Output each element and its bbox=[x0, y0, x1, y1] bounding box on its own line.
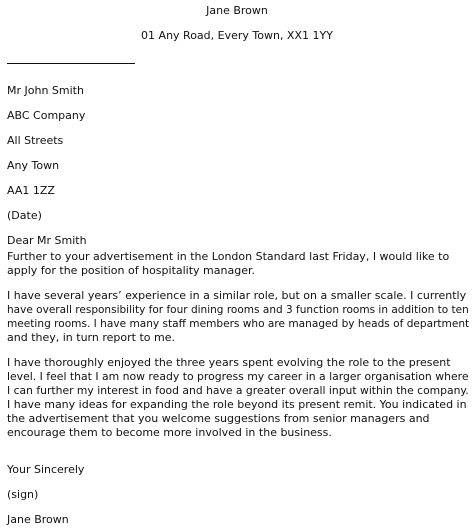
paragraph-line: encourage them to become more involved in the business. bbox=[7, 426, 332, 439]
paragraph-line: Further to your advertisement in the London Standard last Friday, I would like to bbox=[7, 250, 450, 263]
paragraph-line: I can further my interest in food and have a greater overall input within the company. bbox=[7, 384, 469, 397]
paragraph-line: apply for the position of hospitality manager. bbox=[7, 264, 255, 277]
paragraph-line: the advertisement that you welcome suggestions from senior managers and bbox=[7, 412, 430, 425]
paragraph-line: level. I feel that I am now ready to progress my career in a larger organisation where bbox=[7, 370, 469, 383]
paragraph-2 bbox=[7, 289, 469, 345]
letter-date: (Date) bbox=[7, 209, 42, 222]
recipient-town: Any Town bbox=[7, 159, 60, 172]
recipient-block bbox=[7, 78, 87, 253]
paragraph-line: I have many ideas for expanding the role beyond its present remit. You indicated in bbox=[7, 398, 467, 411]
signoff: Your Sincerely bbox=[7, 463, 85, 476]
salutation: Dear Mr Smith bbox=[7, 234, 87, 247]
closing-block bbox=[7, 457, 84, 532]
paragraph-3 bbox=[7, 356, 469, 440]
sender-name: Jane Brown bbox=[206, 4, 268, 17]
recipient-street: All Streets bbox=[7, 134, 64, 147]
signature-placeholder: (sign) bbox=[7, 488, 39, 501]
signature-line-divider bbox=[7, 63, 135, 64]
recipient-name: Mr John Smith bbox=[7, 84, 84, 97]
sender-address: 01 Any Road, Every Town, XX1 1YY bbox=[141, 29, 333, 42]
letter-body bbox=[7, 250, 469, 451]
recipient-postcode: AA1 1ZZ bbox=[7, 184, 55, 197]
paragraph-line: I have several years’ experience in a similar role, but on a smaller scale. I currently bbox=[7, 289, 467, 302]
paragraph-line: I have thoroughly enjoyed the three years spent evolving the role to the present bbox=[7, 356, 451, 369]
recipient-company: ABC Company bbox=[7, 109, 86, 122]
paragraph-line: and they, in turn report to me. bbox=[7, 331, 175, 344]
paragraph-line: have overall responsibility for four dining rooms and 3 function rooms in addition to ten bbox=[7, 303, 469, 316]
closing-name: Jane Brown bbox=[7, 513, 69, 526]
paragraph-1 bbox=[7, 250, 469, 278]
paragraph-line: meeting rooms. I have many staff members who are managed by heads of department bbox=[7, 317, 470, 330]
